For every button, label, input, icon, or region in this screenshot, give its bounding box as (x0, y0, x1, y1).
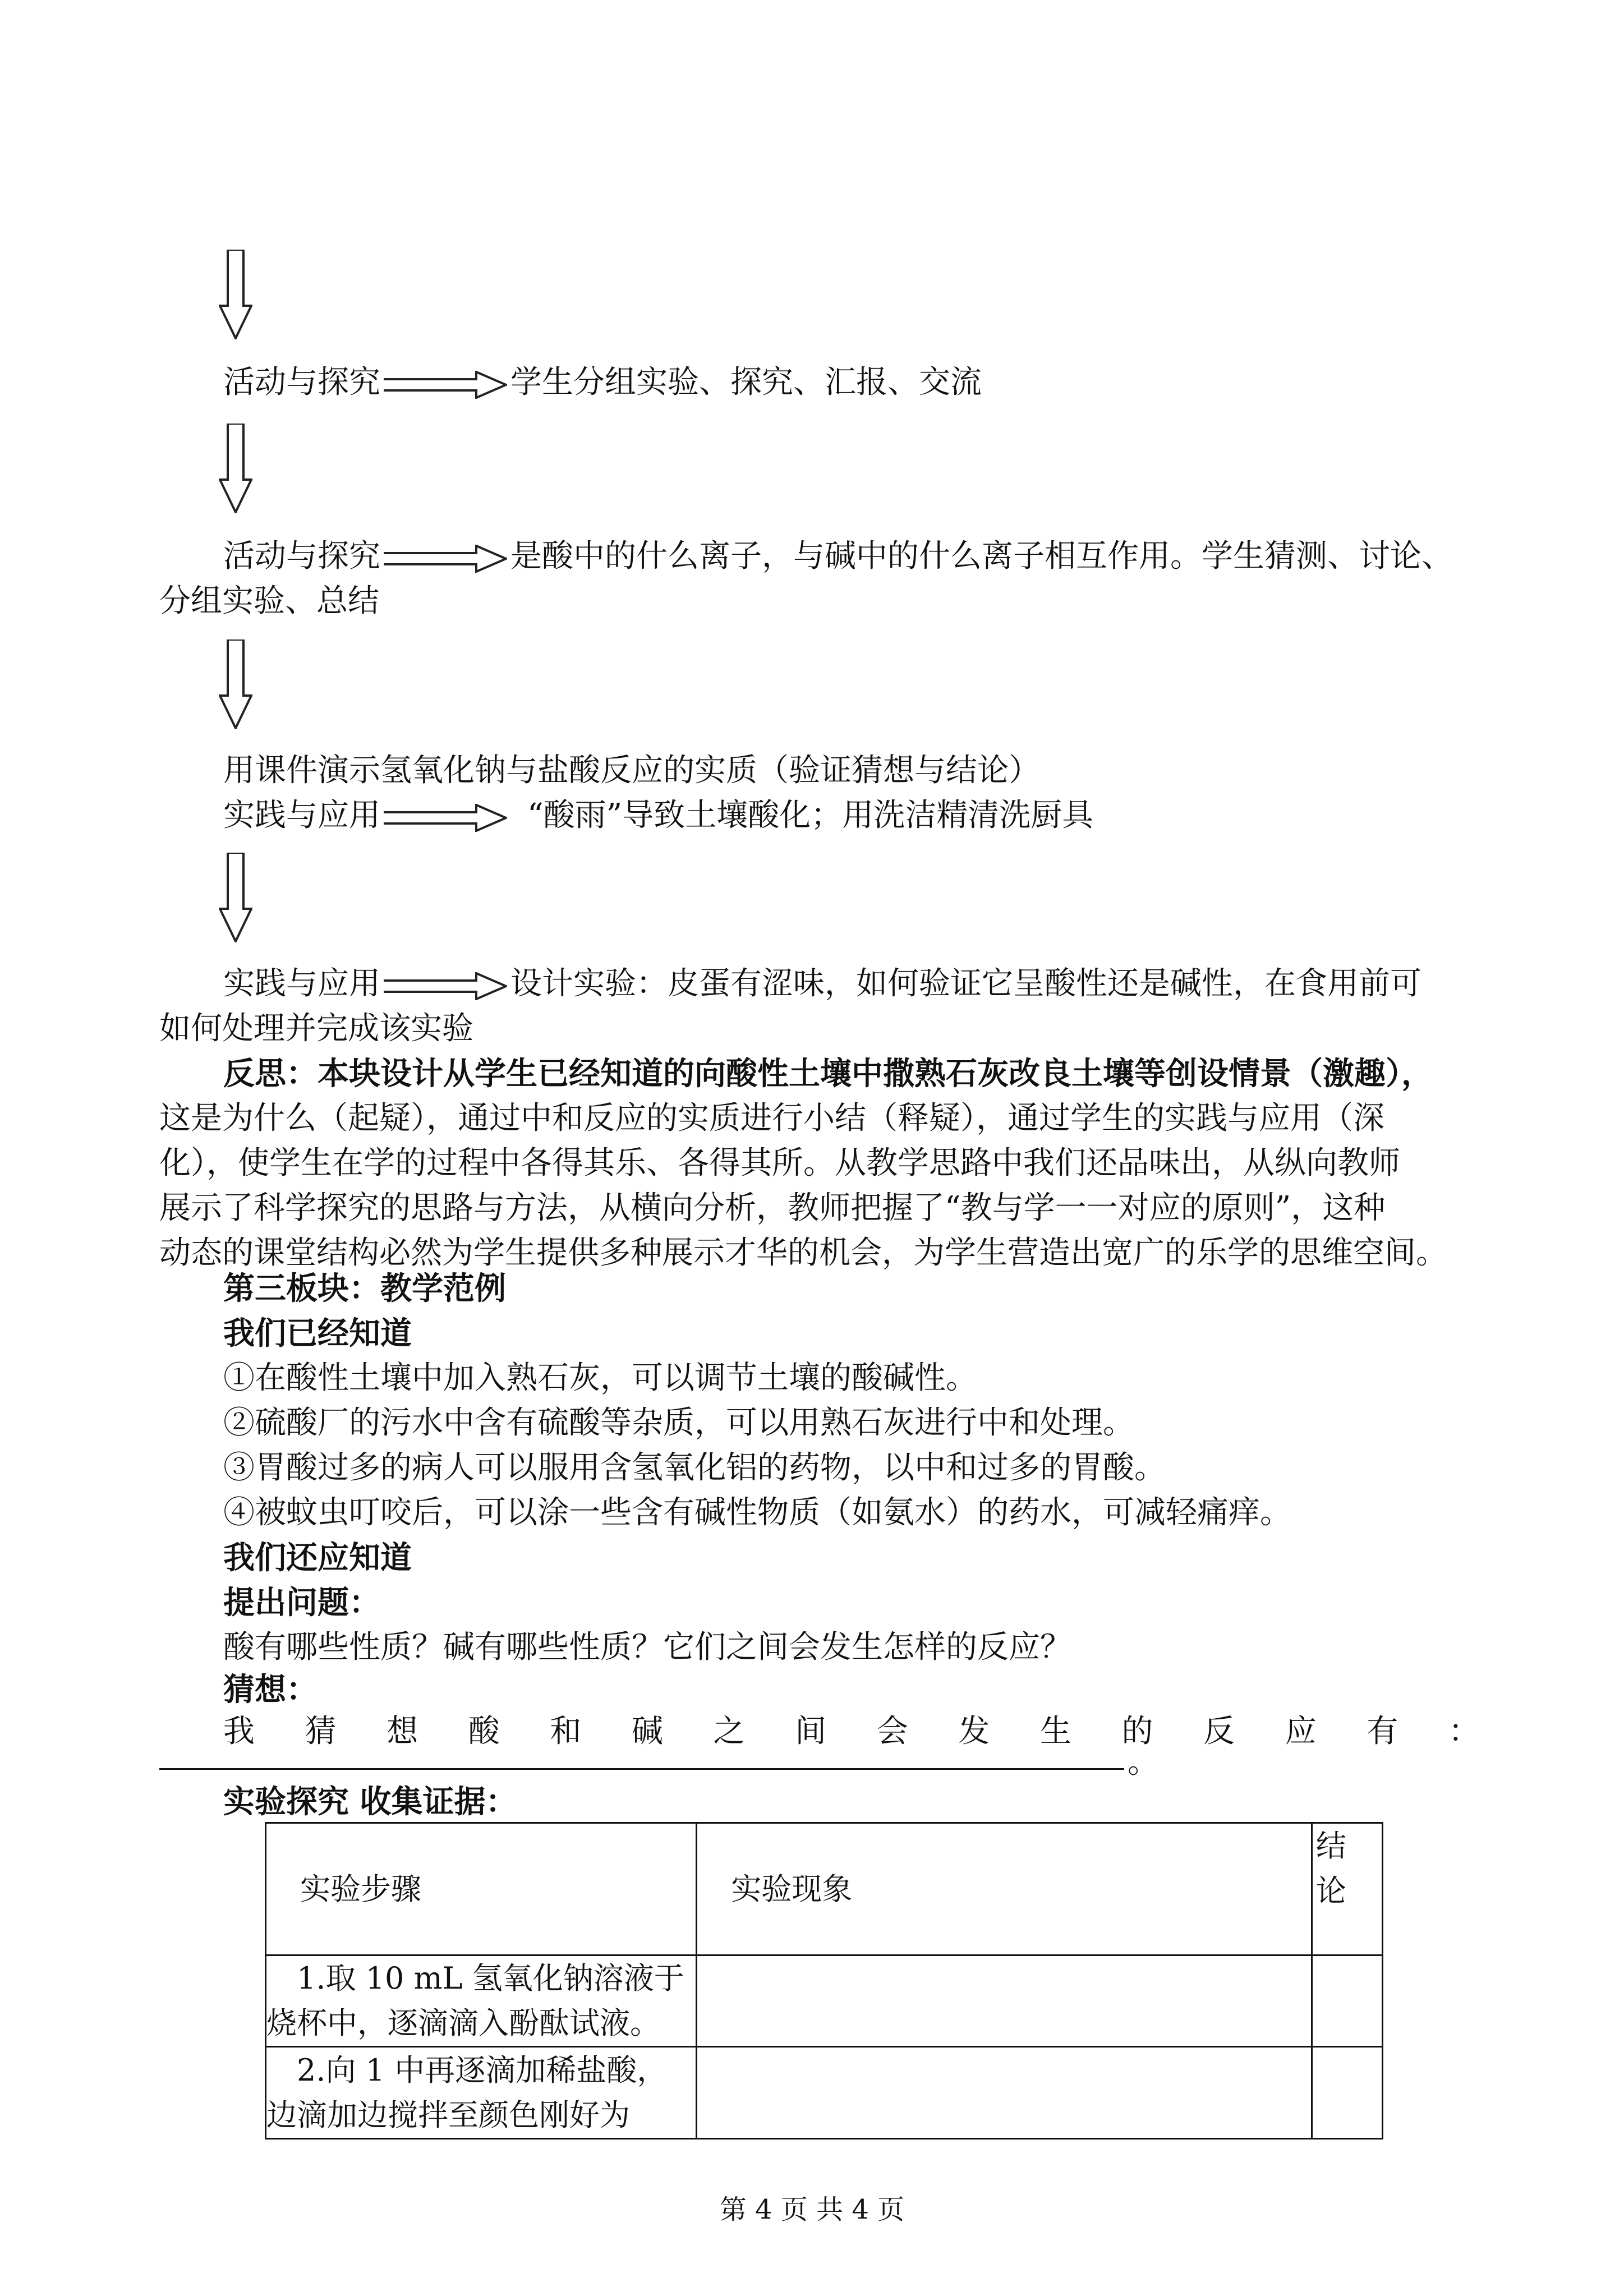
guess-line (223, 1708, 1480, 1755)
conclusion-cell[interactable] (1312, 2047, 1382, 2139)
guess-char: 猜 (305, 1713, 337, 1750)
flow-step-3: 用课件演示氢氧化钠与盐酸反应的实质（验证猜想与结论） (223, 752, 1040, 789)
known-heading: 我们已经知道 (223, 1315, 412, 1352)
guess-char: 会 (876, 1713, 908, 1750)
guess-end: 。 (1128, 1744, 1159, 1780)
table-row (266, 2047, 1383, 2139)
conclusion-cell[interactable] (1312, 1955, 1382, 2047)
header-steps: 实验步骤 (266, 1823, 697, 1955)
reflection-line: 展示了科学探究的思路与方法，从横向分析，教师把握了“教与学一一对应的原则”，这种 (159, 1190, 1386, 1226)
flow-step-4 (223, 792, 1093, 839)
question-heading: 提出问题： (223, 1584, 380, 1621)
guess-char: 生 (1039, 1713, 1071, 1750)
phenomenon-cell[interactable] (697, 1955, 1312, 2047)
step-cell: 1.取 10 mL 氢氧化钠溶液于烧杯中，逐滴滴入酚酞试液。 (266, 1955, 697, 2047)
right-arrow-icon (384, 972, 507, 1000)
reflection-line-text: 反思：本块设计从学生已经知道的向酸性土壤中撒熟石灰改良土壤等创设情景（激趣）， (223, 1055, 1433, 1092)
flow-step-head: 实践与应用 (223, 797, 380, 834)
reflection-line: 化），使学生在学的过程中各得其乐、各得其所。从教学思路中我们还品味出，从纵向教师 (159, 1145, 1400, 1181)
header-phenomenon: 实验现象 (697, 1823, 1312, 1955)
page-footer: 第 4 页 共 4 页 (719, 2194, 905, 2225)
known-item: ③胃酸过多的病人可以服用含氢氧化铝的药物，以中和过多的胃酸。 (223, 1450, 1166, 1486)
guess-char: 间 (795, 1713, 827, 1750)
guess-char: 酸 (468, 1713, 500, 1750)
flow-step-5-cont: 如何处理并完成该实验 (159, 1010, 473, 1047)
flow-step-head: 活动与探究 (223, 538, 380, 574)
guess-char: 和 (550, 1713, 582, 1750)
right-arrow-icon (384, 545, 507, 573)
guess-char: 反 (1203, 1713, 1235, 1750)
guess-heading: 猜想： (223, 1671, 318, 1708)
phenomenon-cell[interactable] (697, 2047, 1312, 2139)
flow-step-head: 实践与应用 (223, 965, 380, 1002)
step-cell: 2.向 1 中再逐滴加稀盐酸，边滴加边搅拌至颜色刚好为 (266, 2047, 697, 2139)
flow-step-text: 设计实验：皮蛋有涩味，如何验证它呈酸性还是碱性，在食用前可 (510, 965, 1421, 1002)
experiment-table (265, 1822, 1383, 2139)
down-arrow-icon (219, 250, 252, 339)
section-title: 第三板块：教学范例 (223, 1270, 506, 1307)
known-item: ④被蚊虫叮咬后，可以涂一些含有碱性物质（如氨水）的药水，可减轻痛痒。 (223, 1494, 1291, 1531)
right-arrow-icon (384, 371, 507, 399)
flow-step-2 (223, 533, 1453, 580)
header-conclusion: 结 论 (1312, 1823, 1382, 1955)
down-arrow-icon (219, 639, 252, 729)
guess-char: 想 (387, 1713, 418, 1750)
guess-char: 碱 (631, 1713, 663, 1750)
known-item: ①在酸性土壤中加入熟石灰，可以调节土壤的酸碱性。 (223, 1360, 977, 1396)
guess-char: 的 (1121, 1713, 1153, 1750)
down-arrow-icon (219, 853, 252, 942)
guess-char: 我 (223, 1713, 255, 1750)
reflection-line: 这是为什么（起疑），通过中和反应的实质进行小结（释疑），通过学生的实践与应用（深 (159, 1100, 1384, 1137)
table-row (266, 1955, 1383, 2047)
flow-step-text: 学生分组实验、探究、汇报、交流 (510, 364, 982, 401)
flow-step-5 (223, 960, 1421, 1007)
known-item: ②硫酸厂的污水中含有硫酸等杂质，可以用熟石灰进行中和处理。 (223, 1405, 1134, 1441)
question-text: 酸有哪些性质？碱有哪些性质？它们之间会发生怎样的反应？ (223, 1629, 1071, 1665)
guess-char: 应 (1285, 1713, 1317, 1750)
flow-step-2-cont: 分组实验、总结 (159, 583, 379, 619)
down-arrow-icon (219, 424, 252, 513)
experiment-heading: 实验探究 收集证据： (223, 1783, 517, 1820)
guess-char: 有 (1367, 1713, 1398, 1750)
guess-char: 之 (713, 1713, 745, 1750)
right-arrow-icon (384, 804, 507, 832)
flow-step-text: 是酸中的什么离子，与碱中的什么离子相互作用。学生猜测、讨论、 (510, 538, 1453, 574)
guess-answer-blank[interactable] (159, 1768, 1124, 1770)
guess-char: 发 (958, 1713, 990, 1750)
table-header-row (266, 1823, 1383, 1955)
flow-step-1 (223, 359, 982, 406)
flow-step-head: 活动与探究 (223, 364, 380, 401)
reflection-line: 动态的课堂结构必然为学生提供多种展示才华的机会，为学生营造出宽广的乐学的思维空间。 (159, 1235, 1447, 1271)
flow-step-text: “酸雨”导致土壤酸化；用洗洁精清洗厨具 (527, 797, 1094, 834)
reflection-line (223, 1050, 1433, 1098)
should-know-heading: 我们还应知道 (223, 1539, 412, 1576)
guess-char: ： (1448, 1713, 1480, 1750)
